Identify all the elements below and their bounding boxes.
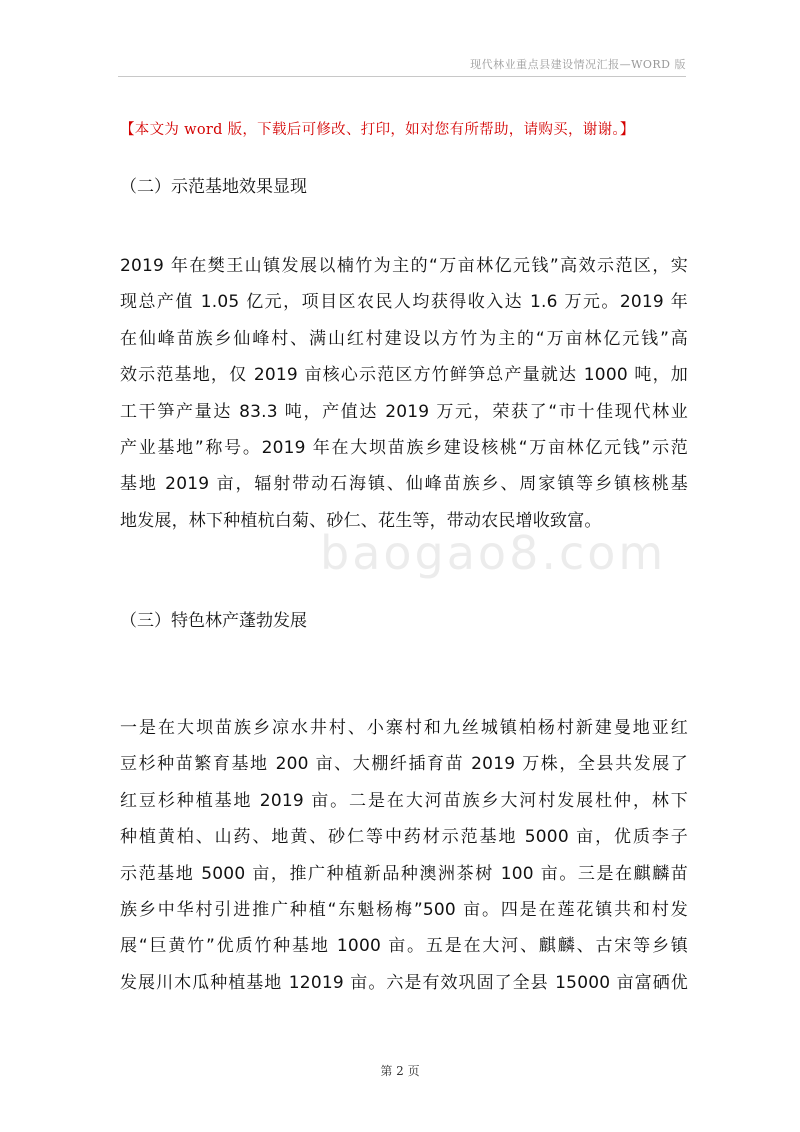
paragraph-line: 效示范基地，仅 2019 亩核心示范区方竹鲜笋总产量就达 1000 吨，加 (120, 365, 688, 386)
paragraph-line: 豆杉种苗繁育基地 200 亩、大棚纤插育苗 2019 万株，全县共发展了 (120, 754, 688, 775)
paragraph-line: 工干笋产量达 83.3 吨，产值达 2019 万元，荣获了“市十佳现代林业 (120, 401, 688, 422)
paragraph-line: 产业基地”称号。2019 年在大坝苗族乡建设核桃“万亩林亿元钱”示范 (120, 437, 688, 458)
paragraph-line: 在仙峰苗族乡仙峰村、满山红村建设以方竹为主的“万亩林亿元钱”高 (120, 328, 688, 349)
paragraph-line: 种植黄柏、山药、地黄、砂仁等中药材示范基地 5000 亩，优质李子 (120, 827, 688, 848)
section-heading-specialty-forestry: （三）特色林产蓬勃发展 (120, 611, 307, 631)
header-divider (118, 76, 686, 77)
paragraph-line: 示范基地 5000 亩，推广种植新品种澳洲茶树 100 亩。三是在麒麟苗 (120, 863, 688, 884)
section-heading-demo-base: （二）示范基地效果显现 (120, 177, 307, 197)
paragraph-line: 族乡中华村引进推广种植“东魁杨梅”500 亩。四是在莲花镇共和村发 (120, 899, 688, 920)
paragraph-line: 展“巨黄竹”优质竹种基地 1000 亩。五是在大河、麒麟、古宋等乡镇 (120, 936, 688, 957)
page-number: 第 2 页 (380, 1064, 420, 1078)
running-header: 现代林业重点县建设情况汇报—WORD 版 (470, 58, 686, 71)
paragraph-line: 红豆杉种植基地 2019 亩。二是在大河苗族乡大河村发展杜仲，林下 (120, 790, 688, 811)
paragraph-line: 现总产值 1.05 亿元，项目区农民人均获得收入达 1.6 万元。2019 年 (120, 292, 688, 313)
paragraph-line: 发展川木瓜种植基地 12019 亩。六是有效巩固了全县 15000 亩富硒优 (120, 972, 688, 993)
paragraph-line: 一是在大坝苗族乡凉水井村、小寨村和九丝城镇柏杨村新建曼地亚红 (120, 718, 688, 738)
paragraph-line: 基地 2019 亩，辐射带动石海镇、仙峰苗族乡、周家镇等乡镇核桃基 (120, 474, 688, 495)
paragraph-line: 2019 年在樊王山镇发展以楠竹为主的“万亩林亿元钱”高效示范区，实 (120, 256, 688, 276)
paragraph-demo-base (120, 248, 688, 539)
paragraph-line: 地发展，林下种植杭白菊、砂仁、花生等，带动农民增收致富。 (120, 510, 602, 531)
paragraph-specialty-forestry (120, 710, 688, 1001)
purchase-notice: 【本文为 word 版，下载后可修改、打印，如对您有所帮助，请购买，谢谢。】 (120, 122, 635, 138)
watermark: baogao8.com (320, 526, 667, 580)
